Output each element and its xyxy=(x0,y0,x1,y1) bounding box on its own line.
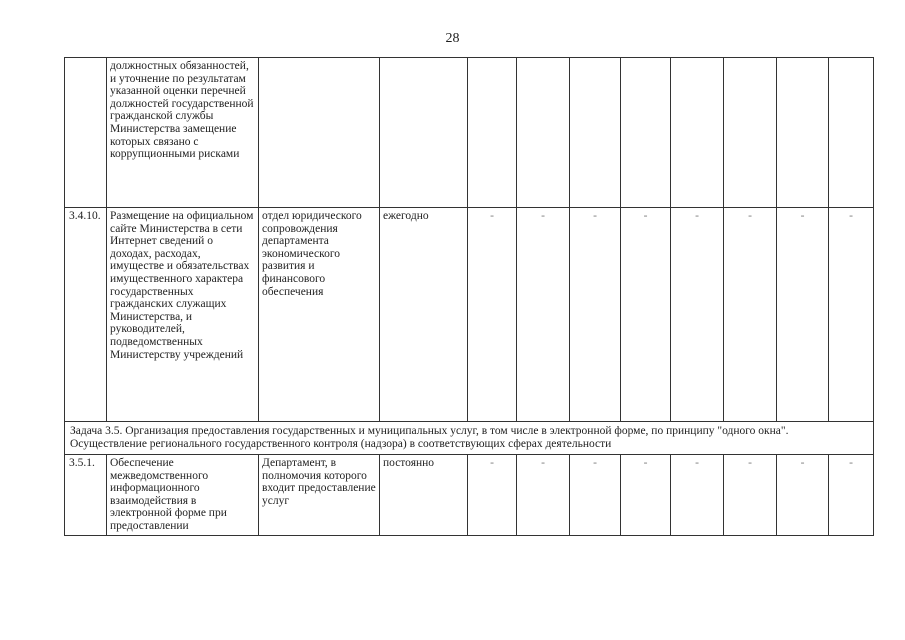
measure-cell: Размещение на официальном сайте Министерства в сети Интернет сведений о доходах, расходах, имуществе и обязательствах имущественного характера государственных гражданских служащих Министерства, и руководителей, подведомственных Министерству учреждений xyxy=(107,208,259,422)
period-cell: ежегодно xyxy=(380,208,468,422)
value-cell xyxy=(517,58,570,208)
value-cell: - xyxy=(570,455,621,536)
value-cell: - xyxy=(671,455,724,536)
value-cell xyxy=(724,58,777,208)
table-row xyxy=(65,455,874,536)
value-cell: - xyxy=(570,208,621,422)
value-cell: - xyxy=(621,208,671,422)
period-cell: постоянно xyxy=(380,455,468,536)
value-cell xyxy=(621,58,671,208)
value-cell xyxy=(829,58,874,208)
executor-cell xyxy=(259,58,380,208)
value-cell: - xyxy=(621,455,671,536)
value-cell: - xyxy=(777,455,829,536)
page-number: 28 xyxy=(445,31,460,46)
row-number xyxy=(65,58,107,208)
value-cell: - xyxy=(724,208,777,422)
measure-cell: Обеспечение межведомственного информационного взаимодействия в электронной форме при предоставлении xyxy=(107,455,259,536)
value-cell: - xyxy=(468,208,517,422)
value-cell: - xyxy=(468,455,517,536)
table-row xyxy=(65,58,874,208)
period-cell xyxy=(380,58,468,208)
value-cell xyxy=(777,58,829,208)
value-cell xyxy=(671,58,724,208)
executor-cell: отдел юридического сопровождения департамента экономического развития и финансового обеспечения xyxy=(259,208,380,422)
task-row xyxy=(65,422,874,455)
executor-cell: Департамент, в полномочия которого входит предоставление услуг xyxy=(259,455,380,536)
value-cell: - xyxy=(724,455,777,536)
value-cell: - xyxy=(829,455,874,536)
measure-cell: должностных обязанностей, и уточнение по результатам указанной оценки перечней должностей государственной гражданской службы Министерства замещение которых связано с коррупционными рисками xyxy=(107,58,259,208)
value-cell: - xyxy=(671,208,724,422)
task-heading: Задача 3.5. Организация предоставления государственных и муниципальных услуг, в том числе в электронной форме, по принципу "одного окна". Осуществление регионального государственного контроля (надзора) в соответствующих сферах деятельности xyxy=(65,422,874,455)
table-row xyxy=(65,208,874,422)
row-number: 3.4.10. xyxy=(65,208,107,422)
value-cell: - xyxy=(829,208,874,422)
value-cell: - xyxy=(517,208,570,422)
value-cell: - xyxy=(517,455,570,536)
row-number: 3.5.1. xyxy=(65,455,107,536)
value-cell xyxy=(570,58,621,208)
value-cell: - xyxy=(777,208,829,422)
plan-table xyxy=(64,57,874,536)
value-cell xyxy=(468,58,517,208)
